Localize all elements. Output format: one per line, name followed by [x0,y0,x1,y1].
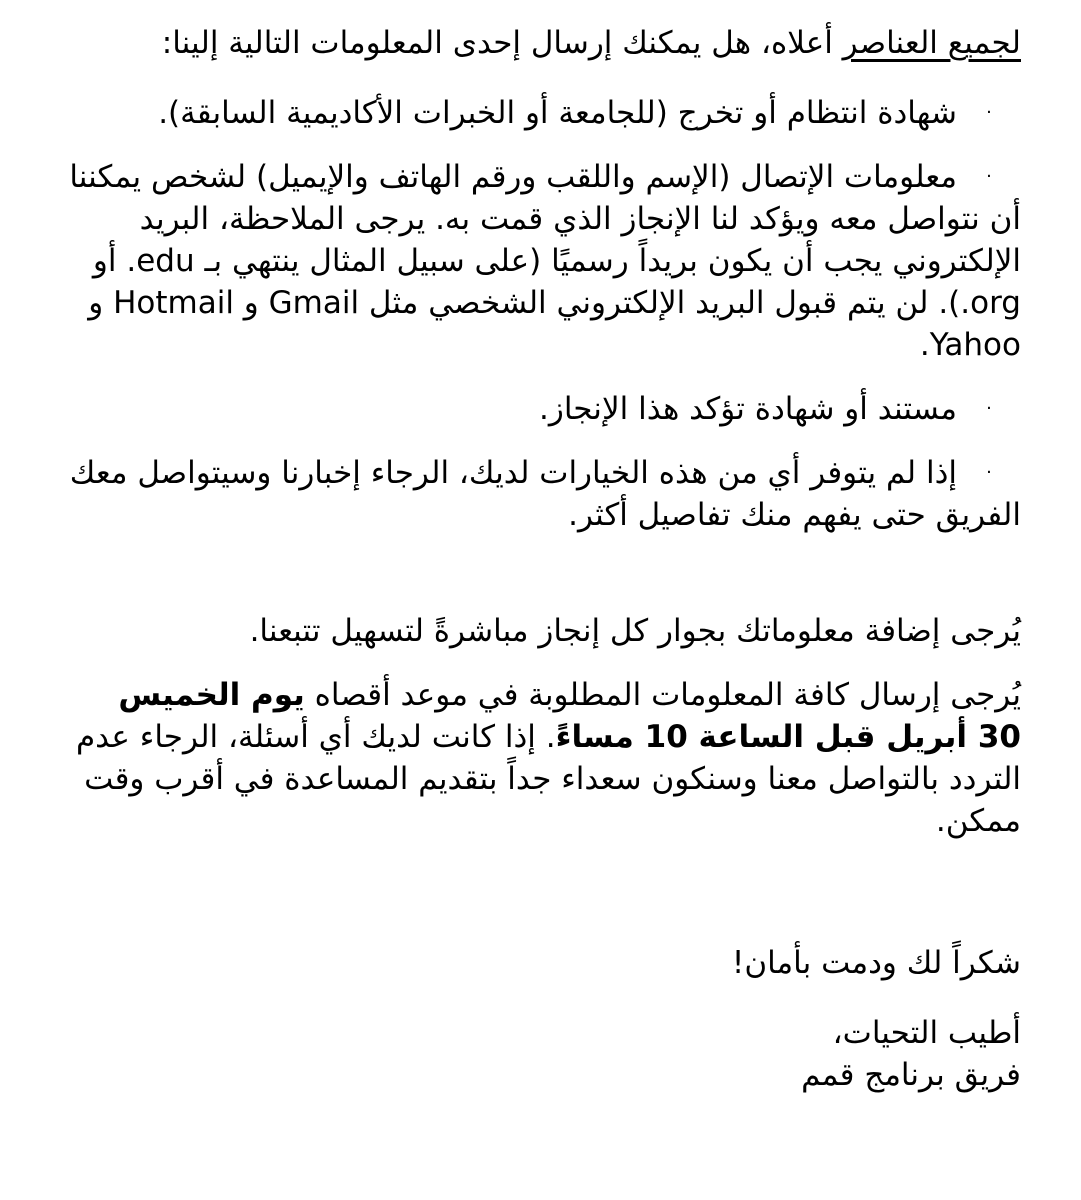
list-item [66,92,1021,134]
bullet-icon: · [986,462,992,483]
spacer [66,558,1021,610]
add-info-paragraph: يُرجى إضافة معلوماتك بجوار كل إنجاز مباشرةً لتسهيل تتبعنا. [249,613,1021,649]
bullet-icon: · [986,166,992,187]
deadline-date: يوم الخميس 30 أبريل قبل الساعة 10 مساءً [118,677,1021,755]
list-item [66,388,1021,430]
intro-underlined: لجميع العناصر [842,25,1021,61]
intro-paragraph [66,22,1021,64]
intro-text: أعلاه، هل يمكنك إرسال إحدى المعلومات التالية إلينا: [161,25,843,61]
list-item-text: معلومات الإتصال (الإسم واللقب ورقم الهاتف والإيميل) لشخص يمكننا أن نتواصل معه ويؤكد لنا الإنجاز الذي قمت به. يرجى الملاحظة، البريد الإلكتروني يجب أن يكون بريداً رسميًا (على سبيل المثال ينتهي بـ edu. أو org.). لن يتم قبول البريد الإلكتروني الشخصي مثل Gmail و Hotmail و Yahoo. [69,159,1021,363]
deadline-paragraph [66,674,1021,842]
list-item-text: مستند أو شهادة تؤكد هذا الإنجاز. [539,391,957,427]
bullet-icon: · [986,398,992,419]
list-item-text: إذا لم يتوفر أي من هذه الخيارات لديك، الرجاء إخبارنا وسيتواصل معك الفريق حتى يفهم منك تفاصيل أكثر. [69,455,1021,533]
signature-team: فريق برنامج قمم [801,1057,1021,1093]
spacer [66,864,1021,942]
closing-block [66,942,1021,1096]
regards-line: أطيب التحيات، [832,1015,1021,1051]
list-item [66,156,1021,366]
deadline-text-after: . إذا كانت لديك أي أسئلة، الرجاء عدم التردد بالتواصل معنا وسنكون سعداء جداً بتقديم المساعدة في أقرب وقت ممكن. [75,719,1021,839]
deadline-text-before: يُرجى إرسال كافة المعلومات المطلوبة في موعد أقصاه [304,677,1021,713]
bullet-icon: · [986,102,992,123]
list-item [66,452,1021,536]
list-item-text: شهادة انتظام أو تخرج (للجامعة أو الخبرات الأكاديمية السابقة). [158,95,957,131]
requirements-list [66,92,1021,536]
thanks-line: شكراً لك ودمت بأمان! [731,945,1021,981]
